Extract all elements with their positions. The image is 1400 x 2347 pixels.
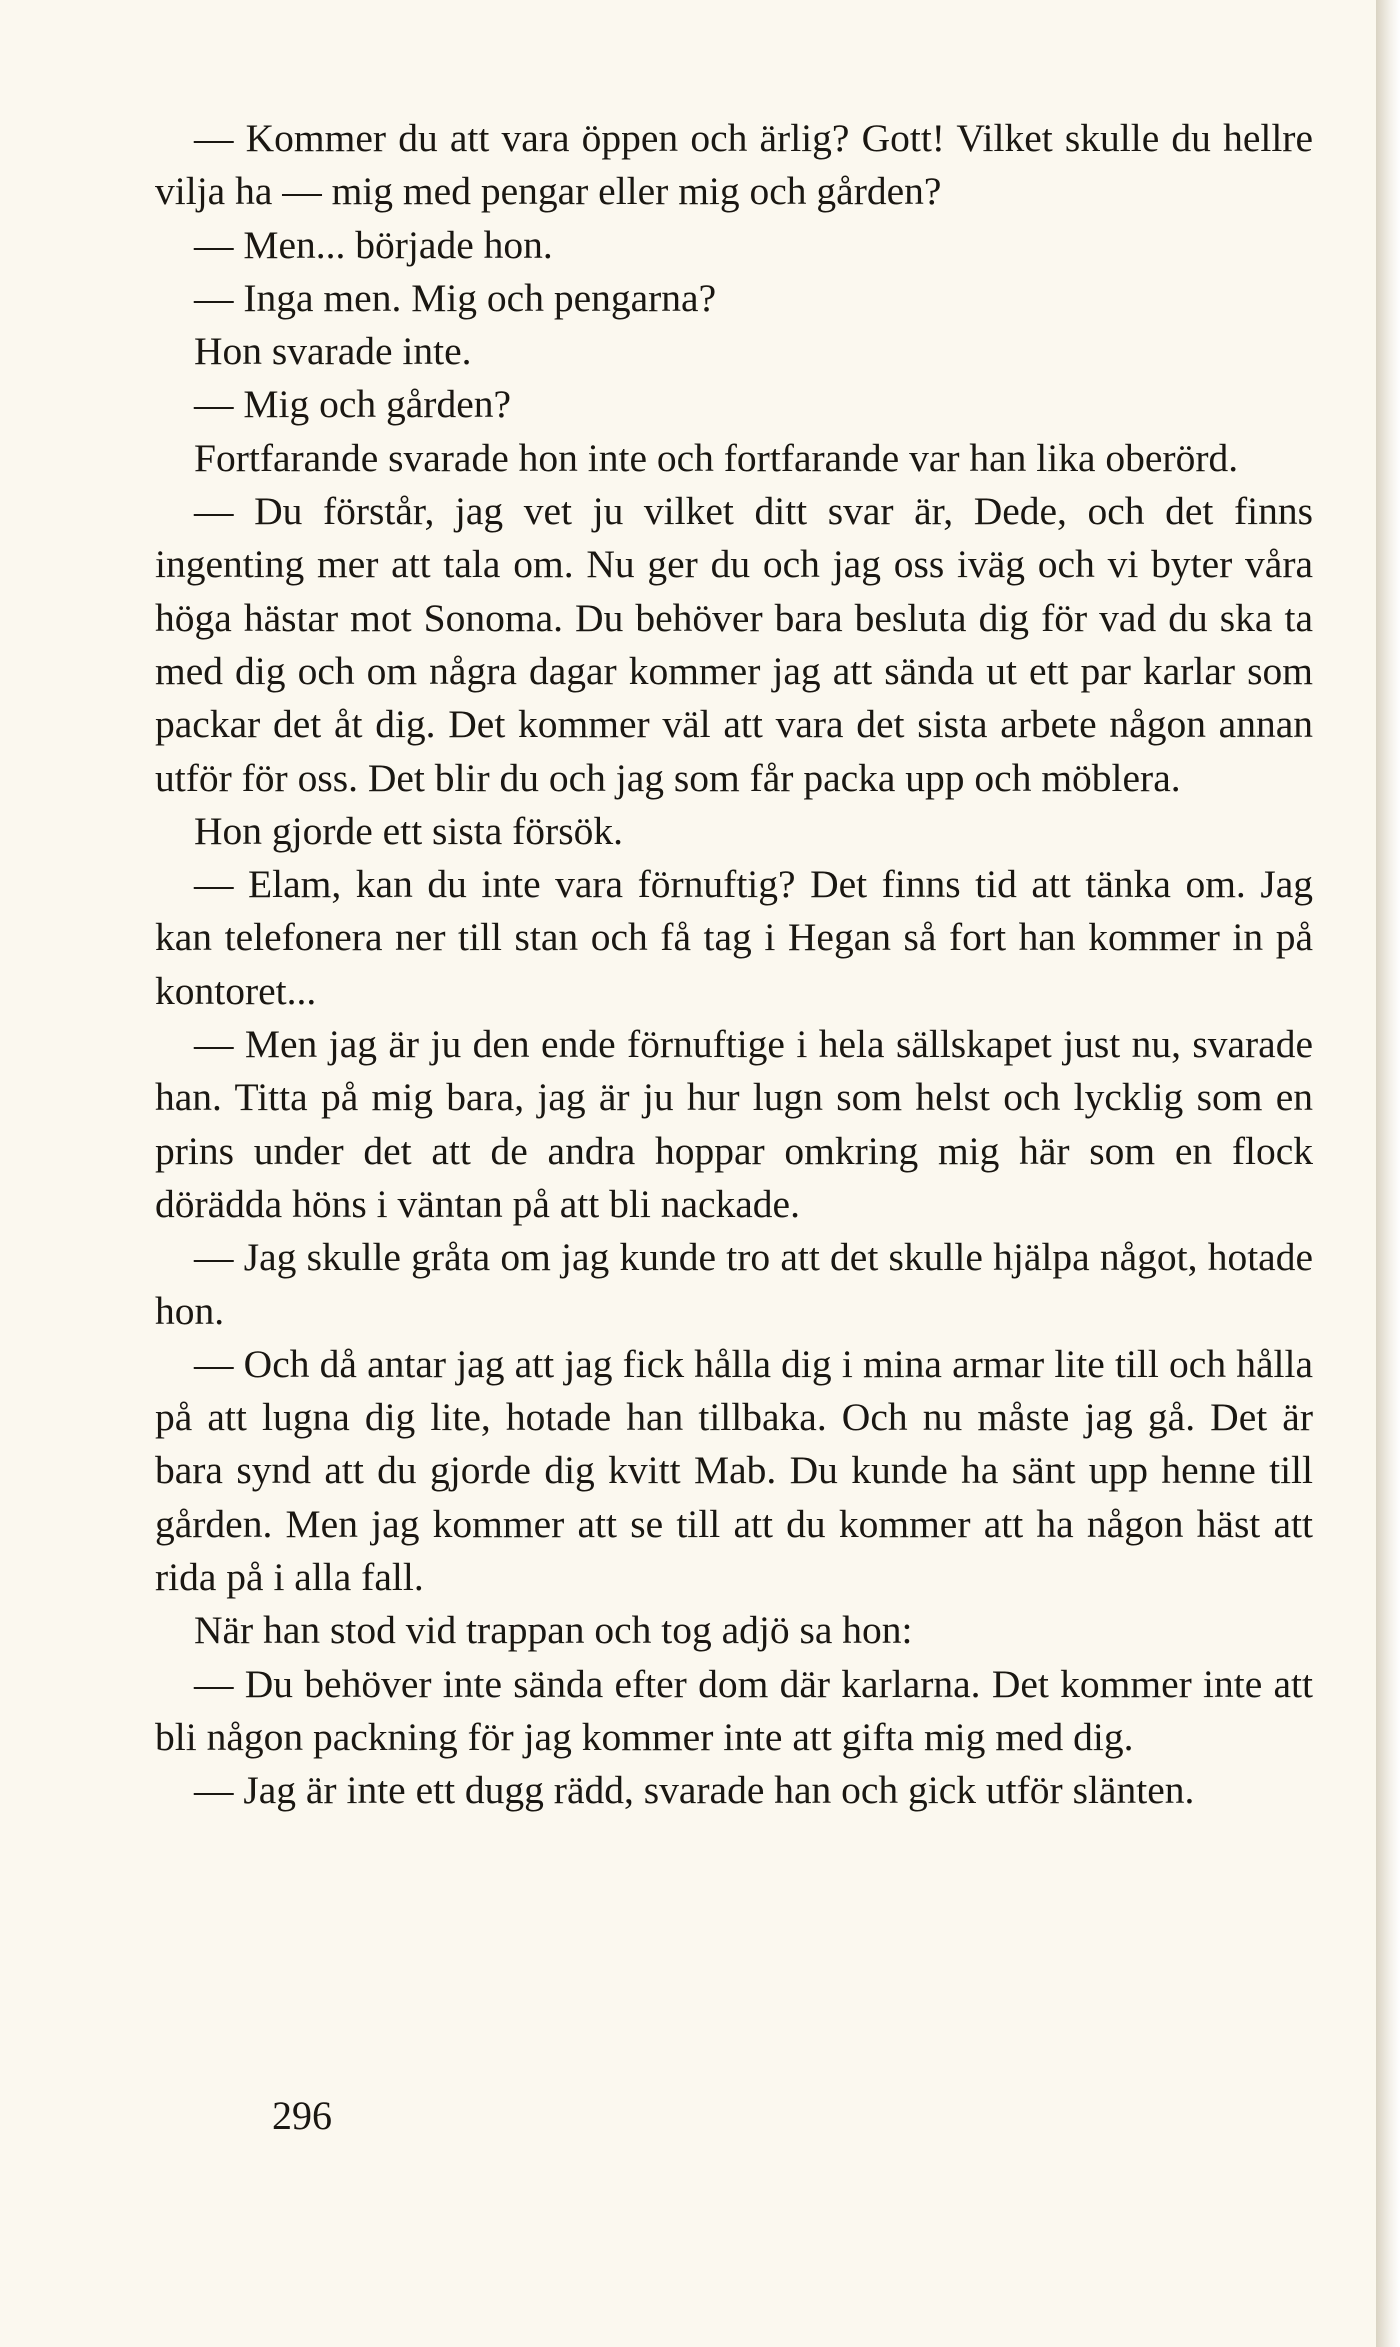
paragraph: — Jag skulle gråta om jag kunde tro att det skulle hjälpa något, hotade hon. [155,1235,1313,1333]
paragraph: Hon gjorde ett sista försök. [194,808,623,853]
page-edge [1376,0,1400,2347]
page-number: 296 [272,2093,332,2138]
paragraph: Hon svarade inte. [194,329,472,374]
paragraph: — Elam, kan du inte vara förnuftig? Det finns tid att tänka om. Jag kan telefonera ner till stan och få tag i Hegan så fort han kommer in på kontoret... [155,862,1313,1013]
paragraph: — Och då antar jag att jag fick hålla dig i mina armar lite till och hålla på att lugna dig lite, hotade han tillbaka. Och nu måste jag gå. Det är bara synd att du gjorde dig kvitt Mab. Du kunde ha sänt upp henne till gården. Men jag kommer att se till att du kommer att ha någon häst att rida på i alla fall. [155,1341,1313,1600]
body-text [155,112,1313,1818]
paragraph: Fortfarande svarade hon inte och fortfarande var han lika oberörd. [194,435,1239,480]
paragraph: — Men... började hon. [194,222,553,267]
paragraph: — Inga men. Mig och pengarna? [194,275,717,320]
paragraph: — Men jag är ju den ende förnuftige i hela sällskapet just nu, svarade han. Titta på mig bara, jag är ju hur lugn som helst och lycklig som en prins under det att de andra hoppar omkring mig här som en flock dörädda höns i väntan på att bli nackade. [155,1022,1313,1226]
paragraph: — Mig och gården? [194,382,512,427]
paragraph: — Kommer du att vara öppen och ärlig? Gott! Vilket skulle du hellre vilja ha — mig med pengar eller mig och gården? [155,116,1313,214]
paragraph: — Du behöver inte sända efter dom där karlarna. Det kommer inte att bli någon packning för jag kommer inte att gifta mig med dig. [155,1661,1313,1759]
paragraph: — Du förstår, jag vet ju vilket ditt svar är, Dede, och det finns ingenting mer att tala om. Nu ger du och jag oss iväg och vi byter våra höga hästar mot Sonoma. Du behöver bara besluta dig för vad du ska ta med dig och om några dagar kommer jag att sända ut ett par karlar som packar det åt dig. Det kommer väl att vara det sista arbete någon annan utför för oss. Det blir du och jag som får packa upp och möblera. [155,489,1313,800]
paragraph: När han stod vid trappan och tog adjö sa hon: [194,1608,913,1653]
paragraph: — Jag är inte ett dugg rädd, svarade han och gick utför slänten. [194,1768,1195,1813]
